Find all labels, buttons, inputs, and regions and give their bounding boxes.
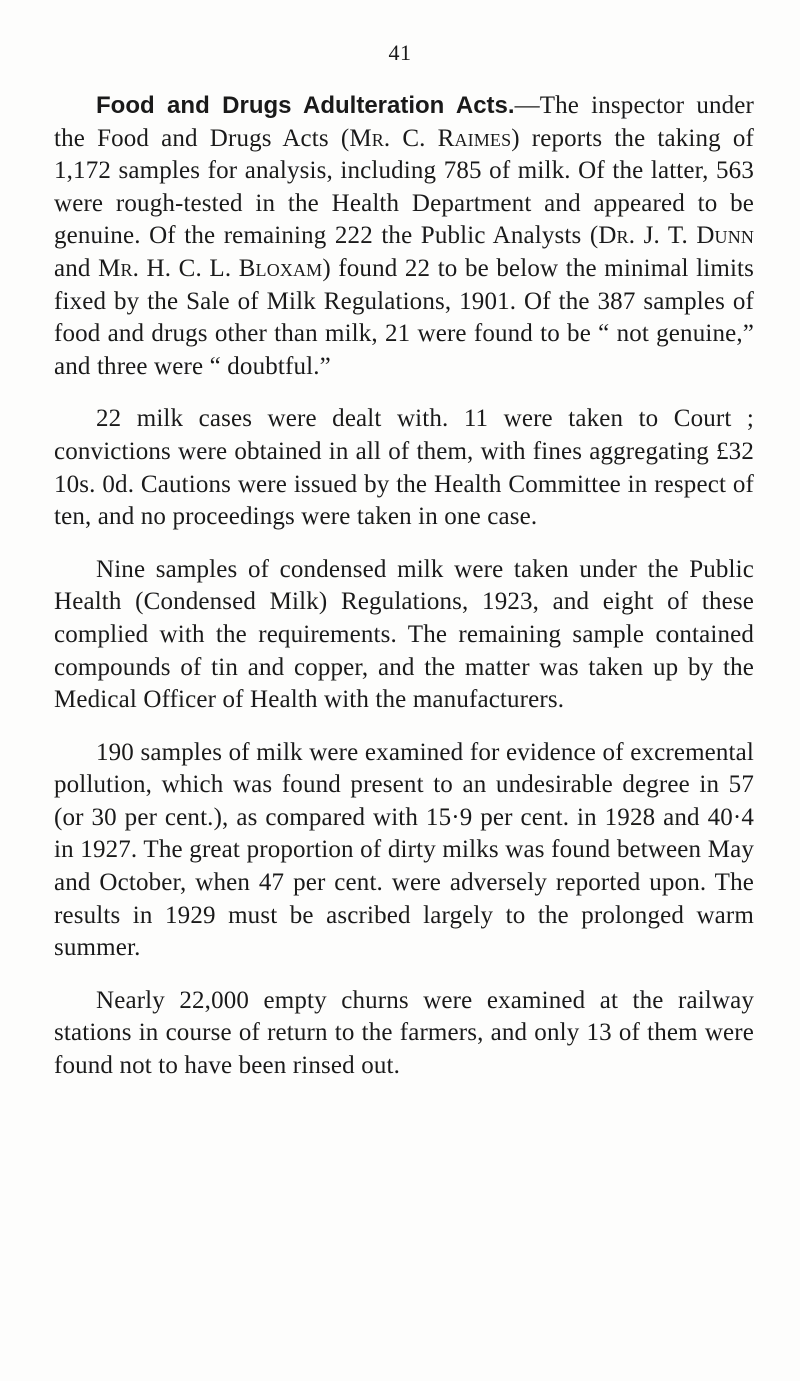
body-text (54, 90, 754, 1103)
paragraph-milk-cases: 22 milk cases were dealt with. 11 were taken to Court ; convictions were obtained in all of them, with fines aggregating £32 10s. 0d. Cautions were issued by the Health Committee in respect of ten, and no proceedings were taken in one case. (54, 405, 754, 531)
paragraph-text: ) reports the taking of 1,172 samples for analysis, including 785 of milk. Of the latter, 563 were rough-tested in the Health Department and appeared to be genuine. Of the remaining 222 the Public Analysts ( (54, 124, 755, 250)
page-number: 41 (388, 40, 412, 65)
paragraph-pollution: 190 samples of milk were examined for evidence of excremental pollution, which was found present to an undesirable degree in 57 (or 30 per cent.), as compared with 15·9 per cent. in 1928 and 40·4 in 1927. The great proportion of dirty milks was found between May and October, when 47 per cent. were adversely reported upon. The results in 1929 must be ascribed largely to the prolonged warm summer. (54, 738, 754, 962)
paragraph-condensed-milk: Nine samples of condensed milk were taken under the Public Health (Condensed Milk) Regulations, 1923, and eight of these complied with the requirements. The remaining sample contained compounds of tin and copper, and the matter was taken up by the Medical Officer of Health with the manufacturers. (54, 555, 754, 714)
analyst-name: Dr. J. T. Dunn (598, 222, 754, 250)
section-heading: Food and Drugs Adulteration Acts. (96, 92, 515, 119)
paragraph-text: ) found 22 to be below the minimal limits fixed by the Sale of Milk Regulations, 1901. Of the 387 samples of food and drugs other than milk, 21 were found to be “ not genuine,” and three were “ doubtful.” (54, 254, 755, 380)
inspector-name: Mr. C. Raimes (349, 124, 512, 152)
paragraph-food-and-drugs (54, 90, 754, 383)
paragraph-churns: Nearly 22,000 empty churns were examined at the railway stations in course of return to the farmers, and only 13 of them were found not to have been rinsed out. (54, 986, 754, 1080)
paragraph-text: The inspector under the Food and Drugs Acts ( (54, 92, 754, 152)
paragraph-text: and (54, 254, 99, 282)
heading-dash: — (514, 92, 540, 119)
analyst-name: Mr. H. C. L. Bloxam (98, 254, 323, 282)
